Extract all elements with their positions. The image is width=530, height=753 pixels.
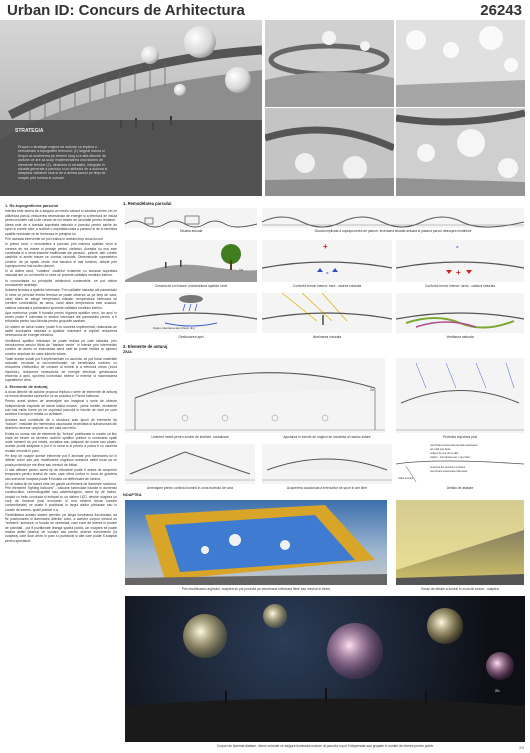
paragraph: In al doilea rand, "cutatiea" cladirilor existente cu aceasta suprafata naturala are un rol benefic in ceea ce priveste calitatea mediului interior. (5, 269, 117, 278)
minus-sign-winter: - (456, 242, 459, 251)
render-top-4 (396, 108, 525, 196)
detail-note: membrana cauciucata inferioara (430, 470, 468, 473)
paragraph: Izolarea termica a spatiilor interioare. Prin calitatile naturale ale pamantului in ceea ce priveste inertia termica se poate observa ca pe timp de vara, cand afara se atinge temperaturi ridicate, temperatura interioara se mentine confortabila; iar iarna, cand afara temperatura este scazuta, caldura naturala a pamantului sporeste calitatea mediului interior. (5, 288, 117, 310)
strategy-title: STRATEGIA (15, 128, 44, 134)
diagram-existing (125, 208, 257, 228)
section-title-remodelare: 1. Remodelarea parcului (123, 201, 172, 206)
label-1a: 1a (239, 268, 243, 272)
diagram-vent (396, 293, 524, 333)
paragraph: Acestea sunt constituite de o structura auto tipurii de elemente tip "baloon", realizate din membrana cauciucata necesitata si substructura din aluminiu necesar umplute cu aer cald sau heliu. (5, 417, 117, 431)
paragraph: A doua directie de actiune propusa implica o serie de elemente de anturaj ce evoca dinamica sporturilor ce se practica in Parcul National. (5, 389, 117, 399)
render-night-stage (396, 500, 524, 585)
diagram-protectie (396, 358, 524, 433)
paragraph: Toate aceste solutii pot fi implementate cu usurinta, se pot folosi materiale naturale, reciclate si neconventionale; se beneficiaza conform cu reducerea cheltuielilor de consum al luminii si a efectului urban (zona insulelor), reducerea necesarului de energie electrica, gestionarea eficienta a apei, sporirea confortului interior si exterior si maximizarea suprafetelor verzi. (5, 356, 117, 383)
paragraph: Flexibilitatea acestui sistem permite, pe langa iluminarea functionala, sa fie pozitionarea si iluminarea diferita, color, a acestor corpuri creand un "ambient" acestora, in functie de necesitati, care zone de interes in functie de activitati - pot fi pozitionate tiranga spatiul public, iar noaptea se poate realiza astfel (teama) de culoare sau pentru diverse evenimente (la noaptea) care doar devin in parc si pozitionat si alte care poate fi adaptat pentru spectatori. (5, 512, 117, 543)
render-top-3 (265, 108, 394, 196)
caption-ecran: Ecran de difuzie a luminii in zona de scena - noaptea (421, 587, 499, 591)
diagram-light (262, 293, 392, 333)
label-night: NOAPTEA (123, 493, 142, 497)
detail-note: aer cald sau heliu (430, 448, 451, 451)
caption-existing: Situatia actuala (179, 229, 203, 233)
minus-sign-summer: - (326, 268, 329, 277)
diagram-winter (396, 240, 524, 282)
detail-note: vedere de sus de la LED (430, 452, 459, 455)
heading-anturaj: 2. Elemente de anturaj (5, 383, 48, 389)
diagram-summer (262, 240, 392, 282)
render-top-1 (265, 20, 394, 107)
heading-retopografiere: 1. Re-topografierea parcului (5, 203, 59, 208)
diagram-umbrela-large (125, 358, 385, 433)
paragraph: In primul rand, o remodelare a parcului prin marirea spatiilor verzi si crearea de noi trasee si peisaje pentru vizitatori. Aceasta nu mai este constituita in a urma traseele traditionale ale parcului - peluze, alei, zonele cladirilor si acelei trasee ce conduc circulatii. Dimensiunile suprafetelor zonelor: de pe spatiu verde, mai sanatos si mai luminos, oblizat prin suprapunerea mai multor planuri. (5, 242, 117, 268)
label-day: ZIUA (123, 350, 132, 354)
caption-umbrire: Umbrirel mobili pentru zonele de intalnire, socializare (151, 435, 229, 439)
diagram-paths (125, 240, 257, 282)
paragraph: Ideea este de a transita suprafata naturala a parcului pentru sahile de sport si zonele cale, a sustine o suprafata reala a parcului si de a minimiza spatiile reziduale ce se formeaza in preajma lui. (5, 223, 117, 236)
detail-note: cablu ancora (398, 477, 413, 480)
caption-corpuri: Corpuri de iluminat diafane, divers colorate ce asigura iluminatul nocturn al parcului si pot fi dispersate sau grupate in zonele de interes pentru public (216, 744, 434, 748)
paragraph: Pe timp de noapte aceste elemente pot fi animate prin iluminarea lor in diferite culori sau prin modificarea unghiului acestora astfel incat sa se poata proiecta pe ele filme sau meciuri de fotbal. (5, 454, 117, 467)
plus-sign-summer: + (323, 242, 328, 251)
paragraph: Pentru acest sistem de amenajare am imaginat o serie de obiecte independente inspirate de latura ludica umana - piese mobile, rezistente sub mai multe forme pe tot cuprinsul parcului in functie de nivel pe care acestea il ocupa in relatia cu vizitatorii. (5, 399, 117, 417)
detail-note: cabluri - introducere aer / sau heliu (430, 456, 470, 459)
render-night-projection (125, 500, 387, 585)
page-title: Urban ID: Concurs de Arhitectura (7, 2, 245, 19)
render-top-2 (396, 20, 525, 107)
paragraph: Apa meteorica poate fi folosita pentru irigarea spatiilor verzi, iar apoi in exces poate fi colectata in straturi interioare ale pamantului pentru a fi refolosita pentru sau folosita pentru grupurile sanitare. (5, 310, 117, 324)
caption-light: Iluminarea naturala (312, 335, 342, 339)
label-2a: 2a (370, 388, 374, 392)
header (0, 0, 530, 20)
caption-new: Scoala implicata a suprapunerea de planuri, inversand situatia actuala si pasand parcul deasupra imobilelor (314, 229, 472, 233)
diagram-water (125, 293, 257, 333)
caption-ajustare: Ajustarea in functie de unghiul de incidenta al razelor solare (283, 435, 371, 439)
water-labels: irigare colectarea apei (beton din) (153, 326, 195, 330)
diagram-sport (262, 444, 392, 484)
left-text-column (5, 202, 117, 544)
diagram-detaliu (396, 444, 524, 484)
render-night-balloons (125, 596, 525, 742)
caption-paths: Crearea de noi trasee, maximizarea spatiilor verzi (154, 284, 228, 288)
paragraph: O alta utilizare pentru acest tip de elemente poate fi aceea de acoperire temporara pentru teatrul de vara, care ofera umbra in zona de gradena sau scena iar noaptea poate fi folosita ca deflectoare de lumina. (5, 467, 117, 481)
plus-sign-winter: + (456, 268, 461, 277)
caption-water: Gestionarea apei (178, 335, 204, 339)
caption-vent: Ventilarea naturala (446, 335, 474, 339)
strategy-text: Propun o strategie majora de actiune ca implica o remodelare a topografiei terenului: (1) largeal natura si timpul ca sustinerea pe termen lung si a alta directie de actiune ce are ca scop implementarea unui sistem de elemente tehnice (2), dinamice si versatile, integrate in situatia generala a parcului si cu atributia de a actiona si adapta/a vizitatorii ziua si de a anima parcul pe timp de noapte prin lumina si culoare. (18, 145, 108, 180)
diagram-teatru (125, 444, 255, 484)
paragraph: Un sistem de tuburi solare, poate fi cu usurinta implementat, realizandu-se astfel iluminarea naturala a spatiilor interioare si implicit reducerea necesarului de energie electrica. (5, 324, 117, 338)
paragraph: Ventilarea spatiilor interioare se poate realiza pe cale naturala, prin introducerea aerului filtrat de "barlane verde" in interior prin intermediul zonelor de acces ce evacueaza aerul uzat se poate realiza cu ajutorul zonelor deschise de catre tuburile solare. (5, 338, 117, 356)
paragraph: Prin aceasta interventie se pot realiza in acelasi timp doua lucruri. (5, 237, 104, 242)
diagram-new (262, 208, 524, 228)
paragraph: Exista un numar mic de elemente tip "forfura" pozitionate in zonele cu flux mare de treceri ce servesc umbririi spatiilor publice si conturand spatii unde oamenii se pot intalni, socializa sau adaposti de soare sau ploaie. Aceste pozitii adaptate o pot fi in urma si si pentru a putea fi cu usurinta mutate oriunde in parc. (5, 431, 117, 453)
paragraph: In concordanta cu principiile arhitecturii sustenabile, se pot obtine urmatoarele avantaje: (5, 278, 117, 288)
detail-note: membrana cauciucata armata superioara (430, 444, 478, 447)
caption-acoperire: Acoperirea ocazionala a terenurilor de sport in aer liber (286, 486, 368, 490)
caption-proiectie: Prin modificarea unghiului, noaptea se pot proiecta pe membrana inferioara filme sau meciuri in direct (181, 587, 331, 591)
entry-code: 26243 (480, 2, 522, 19)
caption-amenajare: Amenajare pentru controlul luminii in zona teatrului de vara (147, 486, 233, 490)
section-title-anturaj: 2. Elemente de anturaj (123, 344, 168, 349)
page-number: 2/3 (519, 746, 524, 750)
paragraph: Un al doilea tip de baloni este cel gandit ca element de iluminare nocturna. Prin elemente "lighting balloons" - baloane luminoase folosite in domeniul constructiilor, cinematografiei sau advertisingului, acest tip de baloni, umplut cu heliu conducta si echipat cu un sistem LED, devine noaptea un corp de iluminat (mai economic si mai eficient decat sursele conventionale) ce poate fi pozitionat in largul aleilor pietonale sau in zonele de interes, spatii publice s.a. (5, 481, 117, 512)
caption-protectie: Protectia impotriva ploii (442, 435, 478, 439)
label-2b: 2b (495, 688, 500, 693)
caption-winter: Confortul termic interior: iarna - caldura naturala (425, 284, 495, 288)
caption-detaliu: Detaliu de atasare (446, 486, 474, 490)
detail-note: structura din aluminiu rezistent (430, 466, 466, 469)
caption-summer: Confortul termic interior: vara - racirea naturala (292, 284, 362, 288)
paragraph: Intentia este aceea de a asigura un mediu variant si sanatos pentru cei ce utilizeaza parcul, reducerea necesarului de energie si a efectului de insula pentru insulele cali si de creare de noi trasee de circulatie pentru vizitatori. (5, 209, 117, 222)
